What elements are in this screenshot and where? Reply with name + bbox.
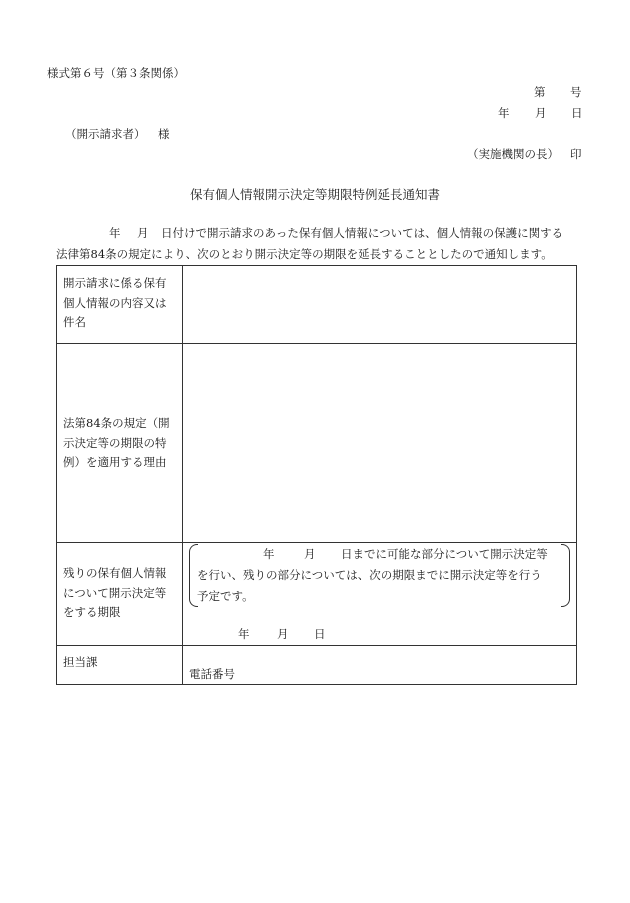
partial-date-year: 年 bbox=[263, 547, 275, 561]
partial-date-month: 月 bbox=[304, 547, 316, 561]
row-label-request-content: 開示請求に係る保有 個人情報の内容又は 件名 bbox=[63, 276, 167, 329]
form-number: 様式第６号（第３条関係） bbox=[47, 66, 185, 80]
deadline-date-day: 日 bbox=[314, 627, 326, 641]
body-text-line2: 法律第84条の規定により、次のとおり開示決定等の期限を延長することとしたので通知します。 bbox=[56, 247, 553, 261]
document-title: 保有個人情報開示決定等期限特例延長通知書 bbox=[189, 187, 440, 202]
requester-label: （開示請求者） bbox=[65, 127, 146, 141]
deadline-date-month: 月 bbox=[277, 627, 289, 641]
partial-disclosure-text-line2: を行い、残りの部分については、次の期限までに開示決定等を行う bbox=[197, 568, 542, 582]
bracket-right bbox=[561, 544, 570, 607]
body-date-year: 年 bbox=[109, 226, 121, 240]
row-label-extension-reason: 法第84条の規定（開 示決定等の期限の特 例）を適用する理由 bbox=[63, 416, 170, 469]
department-field[interactable] bbox=[183, 646, 576, 684]
partial-disclosure-text-line3: 予定です。 bbox=[197, 589, 254, 603]
body-date-month: 月 bbox=[137, 226, 149, 240]
requester-honorific: 様 bbox=[158, 127, 170, 141]
issue-date-month: 月 bbox=[535, 106, 547, 120]
extension-reason-field[interactable] bbox=[183, 344, 576, 541]
body-text-line1: 日付けで開示請求のあった保有個人情報については、個人情報の保護に関する bbox=[161, 226, 564, 240]
phone-number-label: 電話番号 bbox=[189, 667, 235, 681]
row-label-department: 担当課 bbox=[63, 655, 98, 669]
deadline-date-year: 年 bbox=[238, 627, 250, 641]
document-number-label: 第 bbox=[534, 85, 546, 99]
agency-head-label: （実施機関の長） bbox=[467, 147, 559, 161]
table-row-divider bbox=[56, 542, 577, 543]
issue-date-day: 日 bbox=[571, 106, 583, 120]
request-content-field[interactable] bbox=[183, 266, 576, 342]
document-number-suffix: 号 bbox=[570, 85, 582, 99]
partial-disclosure-text-line1: 日までに可能な部分について開示決定等 bbox=[341, 547, 548, 561]
row-label-remaining-deadline: 残りの保有個人情報 について開示決定等 をする期限 bbox=[63, 566, 167, 619]
seal-mark: 印 bbox=[570, 147, 582, 161]
issue-date-year: 年 bbox=[498, 106, 510, 120]
